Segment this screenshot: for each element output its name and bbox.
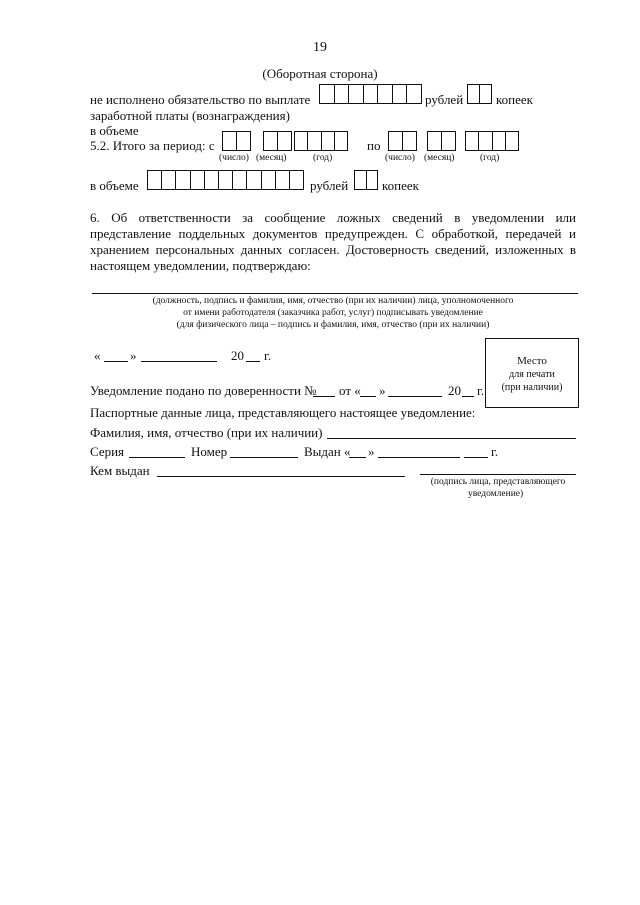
issued-by-field[interactable]	[157, 476, 405, 477]
to-month-caption: (месяц)	[424, 153, 455, 163]
proxy-year-prefix: 20	[448, 383, 461, 398]
stamp-line2: для печати	[509, 369, 555, 380]
period-to-label: по	[367, 138, 381, 153]
from-day-caption: (число)	[219, 153, 249, 163]
payment-label-line2: заработной платы (вознаграждения)	[90, 108, 290, 123]
side-label: (Оборотная сторона)	[262, 66, 378, 81]
date-month-field[interactable]	[141, 361, 217, 362]
date-close-quote: »	[130, 348, 137, 363]
fio-label: Фамилия, имя, отчество (при их наличии)	[90, 425, 323, 440]
page-number: 19	[313, 40, 327, 55]
total-kopecks-field[interactable]	[354, 170, 378, 190]
proxy-close-quote: »	[379, 383, 386, 398]
period-to-month-field[interactable]	[427, 131, 456, 151]
payment-rubles-field[interactable]	[319, 84, 422, 104]
rep-signature-line[interactable]	[420, 474, 576, 475]
period-to-day-field[interactable]	[388, 131, 417, 151]
proxy-month-field[interactable]	[388, 396, 442, 397]
issued-by-label: Кем выдан	[90, 463, 150, 478]
proxy-from-label: от «	[339, 383, 361, 398]
date-year-field[interactable]	[246, 361, 260, 362]
stamp-line3: (при наличии)	[501, 382, 563, 393]
proxy-year-suffix: г.	[477, 383, 485, 398]
stamp-placeholder	[485, 338, 579, 408]
payment-label-line1: не исполнено обязательство по выплате	[90, 92, 311, 107]
from-year-caption: (год)	[313, 153, 333, 163]
passport-label: Паспортные данные лица, представляющего настоящее уведомление:	[90, 405, 476, 420]
signature-caption-line3: (для физического лица – подпись и фамилия, имя, отчество (при их наличии)	[176, 320, 490, 330]
stamp-line1: Место	[517, 355, 547, 367]
issued-close-quote: »	[368, 444, 375, 459]
issued-day-field[interactable]	[349, 457, 366, 458]
date-year-suffix: г.	[264, 348, 272, 363]
proxy-day-field[interactable]	[360, 396, 376, 397]
signature-line[interactable]	[92, 293, 578, 294]
fio-field[interactable]	[327, 438, 576, 439]
signature-caption-line2: от имени работодателя (заказчика работ, услуг) подписывать уведомление	[183, 308, 483, 318]
proxy-year-field[interactable]	[462, 396, 474, 397]
rep-signature-caption-line1: (подпись лица, представляющего	[430, 477, 566, 487]
issued-label: Выдан «	[304, 444, 351, 459]
date-year-prefix: 20	[231, 348, 244, 363]
proxy-number-field[interactable]	[313, 396, 335, 397]
total-period-label: 5.2. Итого за период: с	[90, 138, 215, 153]
date-day-field[interactable]	[104, 361, 128, 362]
to-year-caption: (год)	[480, 153, 500, 163]
payment-kopecks-label: копеек	[496, 92, 533, 107]
issued-month-field[interactable]	[378, 457, 460, 458]
total-rubles-label: рублей	[310, 178, 349, 193]
payment-kopecks-field[interactable]	[467, 84, 492, 104]
total-rubles-field[interactable]	[147, 170, 304, 190]
series-label: Серия	[90, 444, 125, 459]
period-from-month-field[interactable]	[263, 131, 292, 151]
total-kopecks-label: копеек	[382, 178, 419, 193]
total-volume-label: в объеме	[90, 178, 139, 193]
number-field[interactable]	[230, 457, 298, 458]
from-month-caption: (месяц)	[256, 153, 287, 163]
number-label: Номер	[191, 444, 228, 459]
issued-year-field[interactable]	[464, 457, 488, 458]
period-to-year-field[interactable]	[465, 131, 519, 151]
rep-signature-caption-line2: уведомление)	[468, 489, 524, 499]
responsibility-statement: 6. Об ответственности за сообщение ложных сведений в уведомлении или представление поддельных документов предупрежден. С обработкой, передачей и хранением персональных данных согласен. Достоверность сведений, изложенных в настоящем уведомлении, подтверждаю:	[90, 210, 576, 273]
proxy-label: Уведомление подано по доверенности №	[90, 383, 317, 398]
signature-caption-line1: (должность, подпись и фамилия, имя, отчество (при их наличии) лица, уполномоченного	[152, 296, 514, 306]
series-field[interactable]	[129, 457, 185, 458]
payment-volume-label: в объеме	[90, 123, 139, 138]
payment-rubles-label: рублей	[425, 92, 464, 107]
period-from-day-field[interactable]	[222, 131, 251, 151]
date-open-quote: «	[94, 348, 101, 363]
issued-year-suffix: г.	[491, 444, 499, 459]
to-day-caption: (число)	[385, 153, 415, 163]
period-from-year-field[interactable]	[294, 131, 348, 151]
